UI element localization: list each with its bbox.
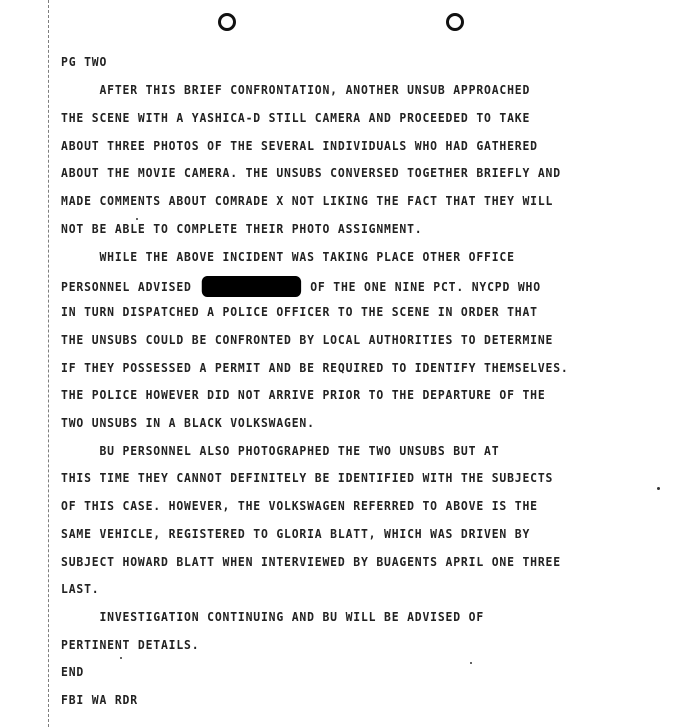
text-line: LAST. [61,581,100,596]
scan-speck [470,662,472,664]
punch-hole-icon [444,11,466,33]
text-line: TWO UNSUBS IN A BLACK VOLKSWAGEN. [61,415,315,430]
page-label: PG TWO [61,54,108,69]
text-segment: PERSONNEL ADVISED [61,279,192,294]
scan-speck [136,218,138,220]
text-line: THE UNSUBS COULD BE CONFRONTED BY LOCAL AUTHORITIES TO DETERMINE [61,332,554,347]
redaction-bar [201,276,300,297]
text-line: IF THEY POSSESSED A PERMIT AND BE REQUIRED TO IDENTIFY THEMSELVES. [61,360,569,375]
text-line: END [61,664,85,679]
text-line: OF THIS CASE. HOWEVER, THE VOLKSWAGEN REFERRED TO ABOVE IS THE [61,498,538,513]
text-line: THIS TIME THEY CANNOT DEFINITELY BE IDENTIFIED WITH THE SUBJECTS [61,470,554,485]
text-line: THE SCENE WITH A YASHICA-D STILL CAMERA AND PROCEEDED TO TAKE [61,110,531,125]
text-line: WHILE THE ABOVE INCIDENT WAS TAKING PLACE OTHER OFFICE [61,249,515,264]
text-line: BU PERSONNEL ALSO PHOTOGRAPHED THE TWO UNSUBS BUT AT [61,443,500,458]
text-line: INVESTIGATION CONTINUING AND BU WILL BE ADVISED OF [61,609,485,624]
perforation-margin [48,0,49,727]
text-line: IN TURN DISPATCHED A POLICE OFFICER TO THE SCENE IN ORDER THAT [61,304,538,319]
scan-speck [120,657,122,659]
text-line: SAME VEHICLE, REGISTERED TO GLORIA BLATT, WHICH WAS DRIVEN BY [61,526,531,541]
text-line: AFTER THIS BRIEF CONFRONTATION, ANOTHER UNSUB APPROACHED [61,82,531,97]
redacted-text-line [61,276,541,297]
punch-hole-icon [216,11,238,33]
text-line: SUBJECT HOWARD BLATT WHEN INTERVIEWED BY BUAGENTS APRIL ONE THREE [61,554,561,569]
text-line: NOT BE ABLE TO COMPLETE THEIR PHOTO ASSIGNMENT. [61,221,423,236]
text-line: FBI WA RDR [61,692,138,707]
text-line: PERTINENT DETAILS. [61,637,200,652]
scan-speck [657,487,660,490]
text-line: ABOUT THE MOVIE CAMERA. THE UNSUBS CONVERSED TOGETHER BRIEFLY AND [61,165,561,180]
text-line: MADE COMMENTS ABOUT COMRADE X NOT LIKING THE FACT THAT THEY WILL [61,193,554,208]
text-line: THE POLICE HOWEVER DID NOT ARRIVE PRIOR TO THE DEPARTURE OF THE [61,387,546,402]
text-line: ABOUT THREE PHOTOS OF THE SEVERAL INDIVIDUALS WHO HAD GATHERED [61,138,538,153]
text-segment: OF THE ONE NINE PCT. NYCPD WHO [310,279,541,294]
